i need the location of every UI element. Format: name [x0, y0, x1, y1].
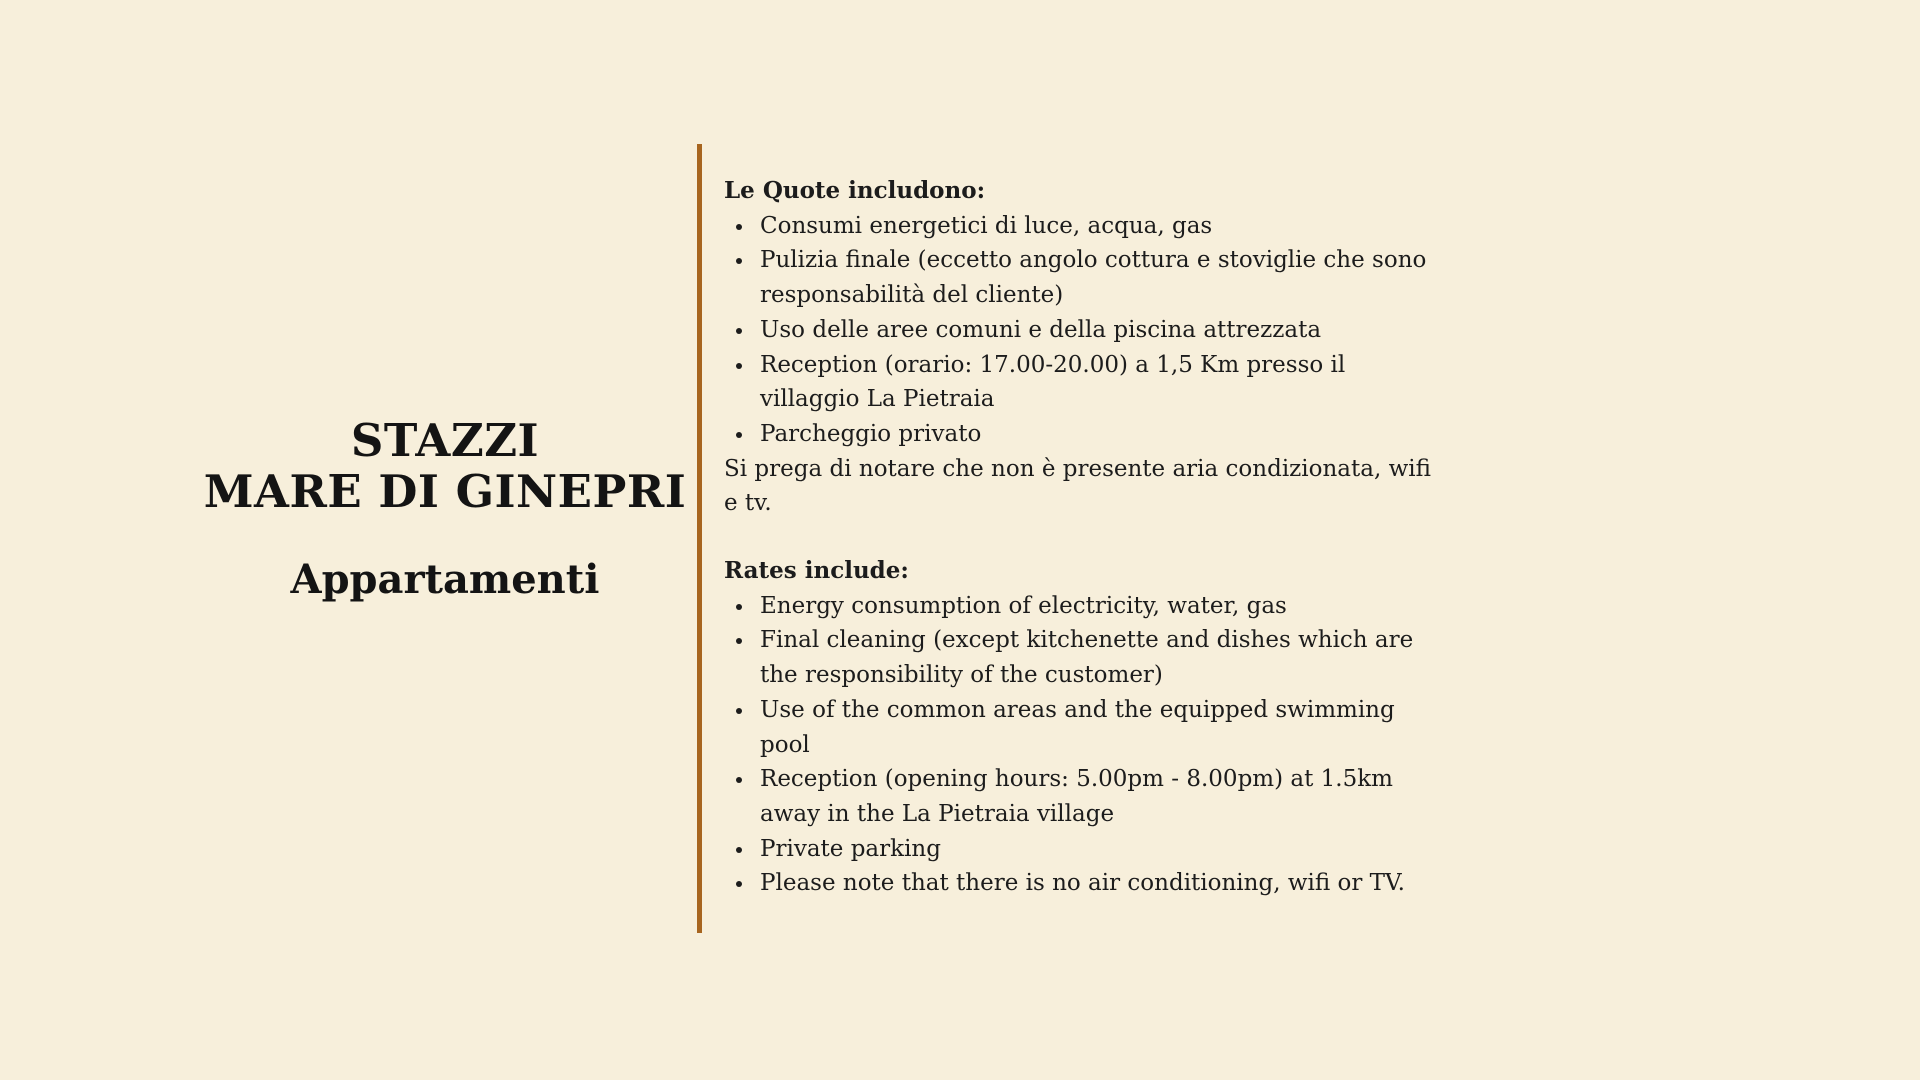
list-item: Reception (opening hours: 5.00pm - 8.00pm) at 1.5km away in the La Pietraia village [724, 762, 1444, 831]
list-item: Reception (orario: 17.00-20.00) a 1,5 Km presso il villaggio La Pietraia [724, 348, 1444, 417]
list-item: Uso delle aree comuni e della piscina attrezzata [724, 313, 1444, 348]
list-item: Energy consumption of electricity, water, gas [724, 589, 1444, 624]
vertical-divider [697, 144, 702, 933]
title-line-2: MARE DI GINEPRI [203, 465, 687, 518]
list-item: Parcheggio privato [724, 417, 1444, 452]
title-block [190, 415, 700, 603]
subtitle: Appartamenti [290, 556, 600, 603]
italian-note: Si prega di notare che non è presente aria condizionata, wifi e tv. [724, 455, 1431, 517]
italian-list [724, 209, 1444, 452]
section-spacer [724, 521, 1444, 554]
list-item: Please note that there is no air conditioning, wifi or TV. [724, 866, 1444, 901]
list-item: Pulizia finale (eccetto angolo cottura e stoviglie che sono responsabilità del cliente) [724, 243, 1444, 312]
english-heading: Rates include: [724, 557, 909, 585]
list-item: Private parking [724, 832, 1444, 867]
italian-heading: Le Quote includono: [724, 177, 986, 204]
list-item: Use of the common areas and the equipped swimming pool [724, 693, 1444, 762]
details-panel [724, 174, 1444, 901]
list-item: Consumi energetici di luce, acqua, gas [724, 209, 1444, 244]
english-list [724, 589, 1444, 901]
title-line-1: STAZZI [350, 414, 540, 467]
list-item: Final cleaning (except kitchenette and dishes which are the responsibility of the customer) [724, 623, 1444, 692]
